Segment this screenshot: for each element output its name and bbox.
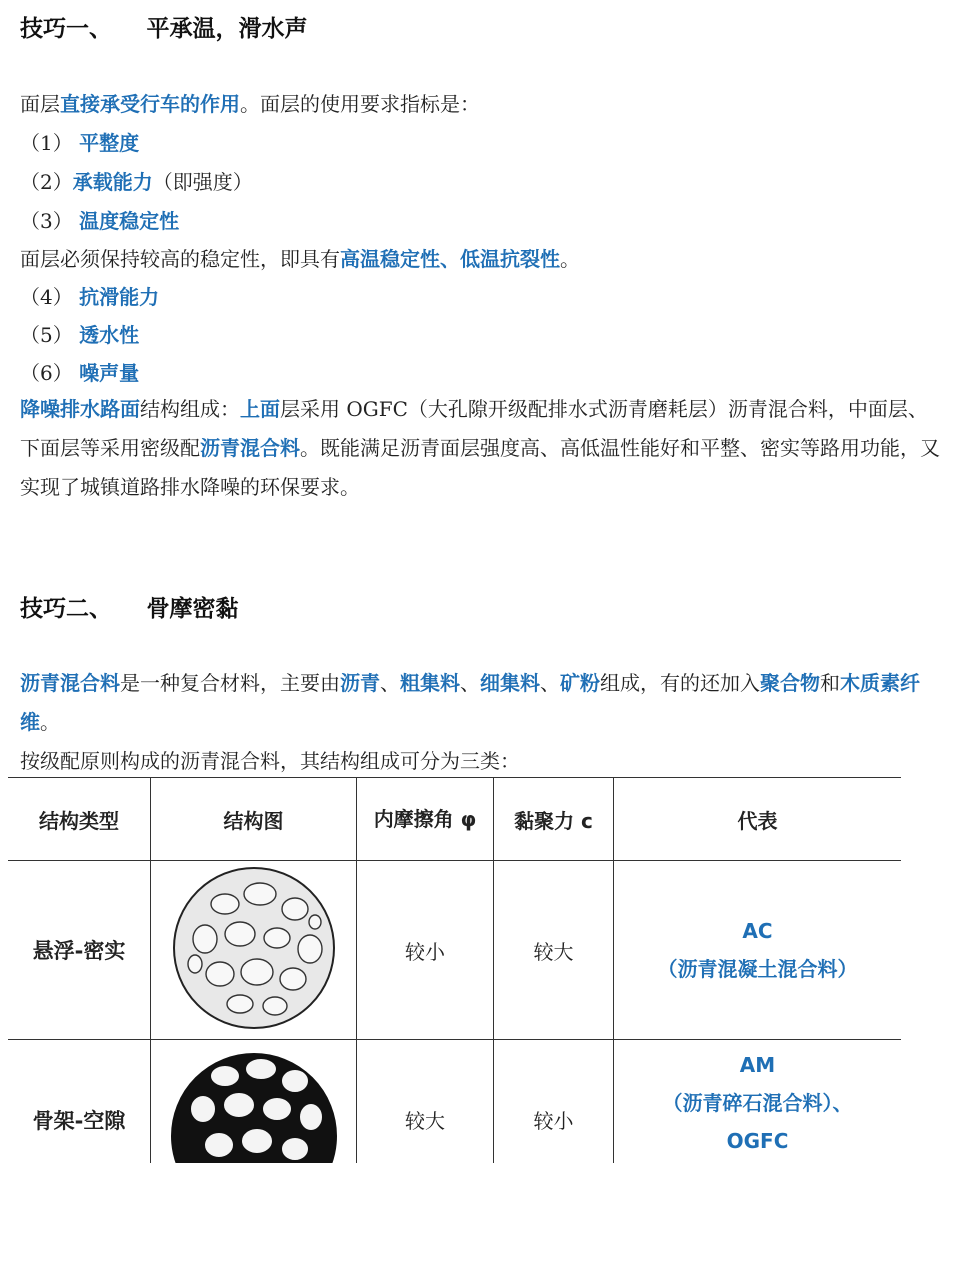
header-diagram: 结构图 <box>151 778 357 861</box>
item-label: 透水性 <box>79 323 140 347</box>
para-text: 、 <box>540 671 560 695</box>
term: 沥青混合料 <box>20 671 120 695</box>
para-text: 和 <box>820 671 840 695</box>
intro-text: 面层 <box>20 92 60 116</box>
list-item-4 <box>20 281 159 310</box>
term: 沥青 <box>340 671 380 695</box>
header-type: 结构类型 <box>8 778 151 861</box>
para-text: 。既能满足沥青面层强度高、高低温性能好和平整、密实等路用功能，又实现了城镇道路排水降噪的环保要求。 <box>20 436 940 499</box>
structure-table <box>8 777 901 1199</box>
cell-type: 骨架-空隙 <box>32 1108 126 1133</box>
para-text: 、 <box>460 671 480 695</box>
item-number: （4） <box>20 285 73 309</box>
header-representative: 代表 <box>614 778 902 861</box>
list-item-3 <box>20 205 179 234</box>
item-label: 承载能力 <box>72 170 153 194</box>
stability-line <box>20 243 580 272</box>
para-text: 、 <box>380 671 400 695</box>
stability-highlight: 高温稳定性、低温抗裂性 <box>340 247 560 271</box>
list-item-1 <box>20 127 139 156</box>
section-2-heading: 技巧二、 骨摩密黏 <box>20 596 239 622</box>
table-row <box>8 861 901 1040</box>
para-text: 结构组成： <box>140 397 240 421</box>
intro-highlight: 直接承受行车的作用 <box>60 92 240 116</box>
stability-text: 面层必须保持较高的稳定性，即具有 <box>20 247 340 271</box>
stability-tail: 。 <box>560 247 580 271</box>
item-label: 抗滑能力 <box>79 285 160 309</box>
rep-code: AC <box>742 919 773 943</box>
term: 木质素纤维 <box>20 671 920 734</box>
cell-c: 较小 <box>494 1040 614 1200</box>
header-phi: 内摩擦角 φ <box>357 778 494 861</box>
rep-code: AM <box>739 1053 776 1077</box>
section-1-heading: 技巧一、 平承温，滑水声 <box>20 16 308 42</box>
drainage-term: 降噪排水路面 <box>20 397 140 421</box>
item-number: （6） <box>20 361 73 385</box>
rep-code-2: OGFC <box>726 1129 789 1153</box>
cell-phi: 较小 <box>357 861 494 1040</box>
upper-layer-term: 上面 <box>240 397 280 421</box>
term: 细集料 <box>480 671 540 695</box>
cell-representative <box>614 861 902 1040</box>
item-number: （3） <box>20 209 73 233</box>
item-tail: （即强度） <box>152 170 253 194</box>
item-label: 平整度 <box>79 131 140 155</box>
term: 矿粉 <box>560 671 600 695</box>
item-label: 噪声量 <box>79 361 140 385</box>
para-text: 是一种复合材料，主要由 <box>120 671 340 695</box>
page-cutoff <box>0 1163 964 1283</box>
intro-line <box>20 88 480 117</box>
skeleton-void-diagram <box>165 1041 343 1165</box>
rep-desc: （沥青混凝土混合料） <box>657 957 858 981</box>
item-number: （1） <box>20 131 73 155</box>
cell-diagram <box>151 861 357 1040</box>
term: 聚合物 <box>760 671 820 695</box>
rep-desc: （沥青碎石混合料）、 <box>662 1091 853 1115</box>
term: 粗集料 <box>400 671 460 695</box>
cell-c: 较大 <box>494 861 614 1040</box>
list-item-2 <box>20 166 253 195</box>
cell-phi: 较大 <box>357 1040 494 1200</box>
header-c: 黏聚力 c <box>494 778 614 861</box>
item-label: 温度稳定性 <box>79 209 180 233</box>
list-item-6 <box>20 357 139 386</box>
intro-text-tail: 。面层的使用要求指标是： <box>240 92 480 116</box>
item-number: （2） <box>20 170 73 194</box>
cell-type: 悬浮-密实 <box>8 861 151 1040</box>
para-text: 组成，有的还加入 <box>600 671 760 695</box>
asphalt-term: 沥青混合料 <box>200 436 300 460</box>
para-text: 。 <box>40 710 60 734</box>
item-number: （5） <box>20 323 73 347</box>
table-intro: 按级配原则构成的沥青混合料，其结构组成可分为三类： <box>20 749 520 773</box>
list-item-5 <box>20 319 139 348</box>
para-text: 层采用 OGFC（大孔隙开级配排水式沥青磨耗层）沥青混合料，中面层、下面层等采用密级配 <box>20 397 928 460</box>
drainage-paragraph <box>20 390 945 507</box>
composition-paragraph <box>20 664 945 742</box>
dense-suspension-diagram <box>165 864 343 1032</box>
table-header-row <box>8 778 901 861</box>
